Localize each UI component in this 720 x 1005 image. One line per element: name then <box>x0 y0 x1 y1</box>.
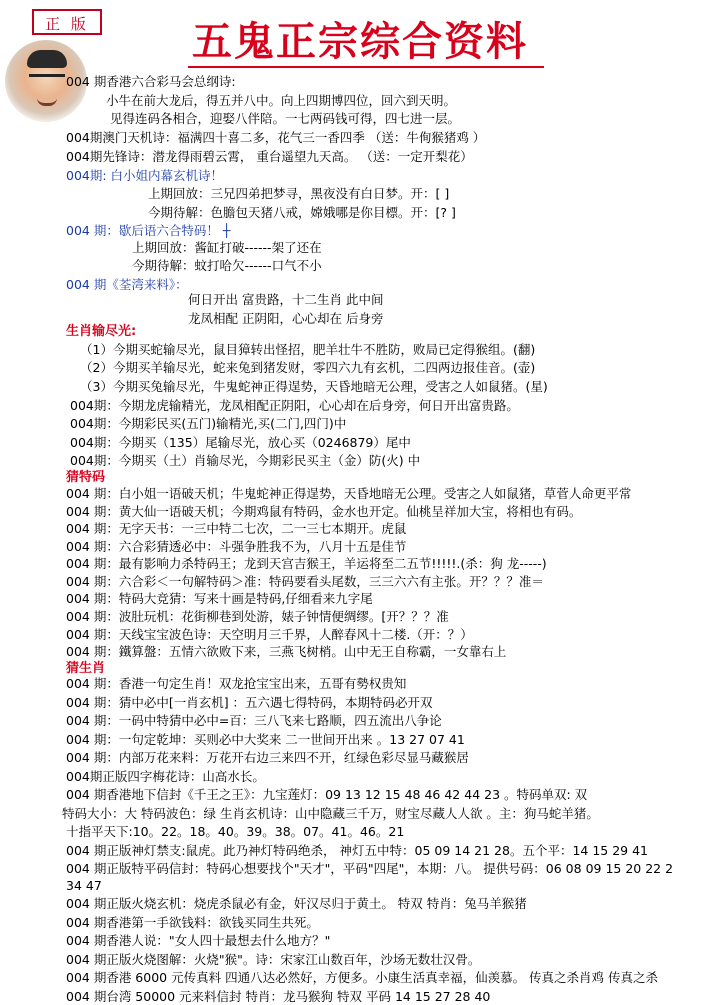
text-line: 今期待解：色膽包天猪八戒，嫦娥哪是你目標。开：[? ] <box>148 205 456 220</box>
section-heading: 猜特码 <box>66 470 106 485</box>
text-line: 004 期：天线宝宝波色诗：天空明月三千界，人醉春风十二楼.（开：？） <box>66 627 473 642</box>
text-line: 上期回放：三兄四弟把梦寻，黑夜没有白日梦。开：[ ] <box>148 186 450 201</box>
text-line: 004 期：波肚玩机：花街柳巷到处游，婊子钟情便绸缪。[开？？？准 <box>66 609 449 624</box>
page-title: 五鬼正宗综合资料 <box>192 18 528 65</box>
text-line: 004 期香港六合彩马会总纲诗: <box>66 74 236 89</box>
text-line: 004 期：最有影响力杀特码王；龙到天宫吉猴王，羊运将至二五节!!!!!.(杀：狗 龙-----) <box>66 556 547 571</box>
text-line: 004 期：内部万花来料：万花开右边三来四不开，红绿色彩尽显马藏猴居 <box>66 750 469 765</box>
text-line: 004 期：无字天书：一三中特二七次，二一三七本期开。虎鼠 <box>66 521 407 536</box>
text-line: （2）今期买羊输尽光，蛇来兔到猪发财，零四六九有玄机，二四两边报佳音。(壶) <box>80 360 536 375</box>
text-line: 34 47 <box>66 878 102 893</box>
text-line: 今期待解：蚊打哈欠------口气不小 <box>132 258 322 273</box>
text-line: 004 期台湾 50000 元来料信封 特肖：龙马猴狗 特双 平码 14 15 27 28 40 <box>66 989 491 1004</box>
text-line: 004 期香港 6000 元传真料 四通八达必然好，方便多。小康生活真幸福，仙羡慕。 传真之杀肖鸡 传真之杀 <box>66 970 659 985</box>
text-line: 004 期正版火烧图解：火烧"猴"。诗：宋家江山数百年，沙场无数壮汉骨。 <box>66 952 481 967</box>
text-line: 004 期：香港一句定生肖！双龙抢宝宝出来，五哥有勢权贵知 <box>66 676 407 691</box>
text-line: 004 期正版特平码信封：特码心想要找个"天才"，平码"四尾"，本期：八。 提供号码：06 08 09 15 20 22 2 <box>66 861 674 876</box>
text-line: 004期澳门天机诗：福满四十喜二多，花气三一香四季 （送：牛侚猴猪鸡 ） <box>66 130 486 145</box>
text-line: 004 期正版神灯禁支:鼠虎。此乃神灯特码绝杀， 神灯五中特：05 09 14 21 28。五个平：14 15 29 41 <box>66 843 648 858</box>
avatar-hair <box>27 50 67 68</box>
text-line: 特码大小：大 特码波色：绿 生肖玄机诗：山中隐藏三千万，财宝尽藏人人欲 。主：狗马蛇羊猪。 <box>62 806 599 821</box>
text-line: 004 期：白小姐一语破天机；牛鬼蛇神正得逞势，天昏地暗无公理。受害之人如鼠猪，草菅人命更平常 <box>66 486 632 501</box>
text-line: 004期正版四字梅花诗：山高水长。 <box>66 769 265 784</box>
text-line: 004期: 白小姐内幕玄机诗！ <box>66 168 224 183</box>
text-line: 004 期：一句定乾坤：买则必中大奖来 二一世间开出来 。13 27 07 41 <box>66 732 465 747</box>
text-line: 004期先锋诗：潜龙得雨碧云霄， 重台遥望九天高。 （送：一定开梨花） <box>66 149 473 164</box>
text-line: （3）今期买兔输尽光，牛鬼蛇神正得逞势，天昏地暗无公理，受害之人如鼠猪。(星) <box>80 379 548 394</box>
text-line: 004期：今期买（135）尾输尽光，放心买（0246879）尾中 <box>70 435 411 450</box>
text-line: 004期：今期彩民买(五门)输精光,买(二门,四门)中 <box>70 416 347 431</box>
avatar-mouth <box>37 98 57 106</box>
avatar-glasses <box>29 74 65 85</box>
section-heading: 猜生肖 <box>66 661 106 676</box>
text-line: 004期：今期买（土）肖输尽光，今期彩民买主（金）防(火) 中 <box>70 453 421 468</box>
text-line: 十指平天下:10。22。18。40。39。38。07。41。46。21 <box>66 824 405 839</box>
title-underline <box>188 66 544 68</box>
text-line: 何日开出 富贵路，十二生肖 此中间 <box>188 292 384 307</box>
text-line: 004 期：六合彩＜一句解特码＞准：特码要看头尾数，三三六六有主张。开？？？准＝ <box>66 574 544 589</box>
edition-badge: 正 版 <box>32 9 102 35</box>
text-line: 004 期香港地下信封《千王之王》：九宝莲灯：09 13 12 15 48 46 42 44 23 。特码单双: 双 <box>66 787 588 802</box>
text-line: （1）今期买蛇输尽光，鼠目獐转出怪招，肥羊壮牛不胜防，败局已定得猴组。(翻) <box>80 342 536 357</box>
text-line: 004 期正版火烧玄机：烧虎杀鼠必有金，奸汉尽归于黄土。 特双 特肖：兔马羊猴猪 <box>66 896 527 911</box>
text-line: 004 期：一码中特猜中必中=百：三八飞来七路顺，四五流出八争论 <box>66 713 442 728</box>
text-line: 004 期：六合彩猜透必中：斗强争胜我不为，八月十五是佳节 <box>66 539 407 554</box>
text-line: 004 期：黄大仙一语破天机；今期鸡鼠有特码，金水也开定。仙桃呈祥加大宝，将相也有码。 <box>66 504 582 519</box>
text-line: 004 期香港人说："女人四十最想去什么地方？" <box>66 933 331 948</box>
text-line: 见得连码各相合，迎娶八伴陪。一七两码钱可得，四七进一层。 <box>110 111 461 126</box>
text-line: 004 期《荃湾来料》： <box>66 277 188 292</box>
text-line: 小牛在前大龙后，得五并八中。向上四期博四位，回六到天明。 <box>106 93 457 108</box>
text-line: 004期：今期龙虎输精光，龙凤相配正阴阳，心心却在后身旁，何日开出富贵路。 <box>70 398 519 413</box>
text-line: 上期回放：酱缸打破------架了还在 <box>132 240 322 255</box>
text-line: 龙凤相配 正阴阳，心心却在 后身旁 <box>188 311 384 326</box>
text-line: 004 期：猜中必中[一肖玄机] ：五六遇七得特码，本期特码必开双 <box>66 695 433 710</box>
text-line: 004 期香港第一手欲钱料：欲钱买同生共死。 <box>66 915 319 930</box>
section-heading: 生肖输尽光: <box>66 324 137 339</box>
text-line: 004 期：鐵算盤：五情六欲败下来，三燕飞树梢。山中无王自称霸，一女靠右上 <box>66 644 507 659</box>
text-line: 004 期：歇后语六合特码！ ┼ <box>66 223 231 238</box>
text-line: 004 期：特码大竞猜：写来十画是特码,仔细看来九字尾 <box>66 591 373 606</box>
